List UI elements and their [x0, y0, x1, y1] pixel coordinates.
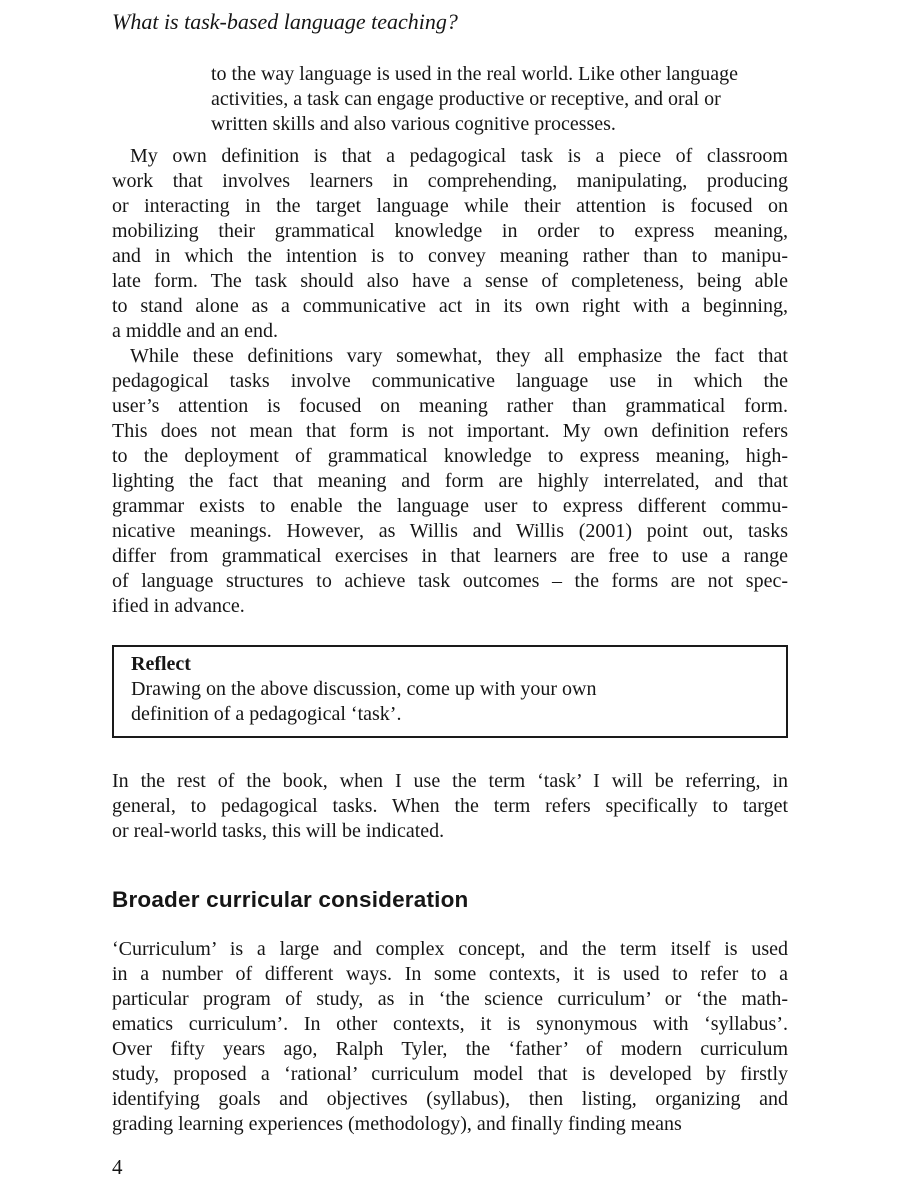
- text-line: study, proposed a ‘rational’ curriculum model that is developed by firstly: [112, 1063, 788, 1085]
- text-line: a middle and an end.: [112, 320, 279, 342]
- text-line: definition of a pedagogical ‘task’.: [131, 703, 402, 725]
- paragraph-definition: [112, 144, 788, 344]
- reflect-body: [131, 677, 770, 727]
- text-line: particular program of study, as in ‘the science curriculum’ or ‘the math-: [112, 988, 788, 1010]
- text-line: to the way language is used in the real world. Like other language: [211, 63, 739, 85]
- text-line: activities, a task can engage productive or receptive, and oral or: [211, 88, 721, 110]
- text-line: identifying goals and objectives (syllabus), then listing, organizing and: [112, 1088, 788, 1110]
- text-line: of language structures to achieve task outcomes – the forms are not spec-: [112, 570, 788, 592]
- reflect-box: [112, 645, 788, 738]
- text-line: Over fifty years ago, Ralph Tyler, the ‘father’ of modern curriculum: [112, 1038, 788, 1060]
- text-line: general, to pedagogical tasks. When the term refers specifically to target: [112, 795, 788, 817]
- text-line: pedagogical tasks involve communicative language use in which the: [112, 370, 788, 392]
- text-line: differ from grammatical exercises in that learners are free to use a range: [112, 545, 788, 567]
- paragraph-definitions-vary: [112, 344, 788, 619]
- text-line: lighting the fact that meaning and form are highly interrelated, and that: [112, 470, 788, 492]
- text-line: grading learning experiences (methodology), and finally finding means: [112, 1113, 682, 1135]
- text-line: to stand alone as a communicative act in its own right with a beginning,: [112, 295, 788, 317]
- text-line: to the deployment of grammatical knowledge to express meaning, high-: [112, 445, 788, 467]
- text-line: user’s attention is focused on meaning rather than grammatical form.: [112, 395, 788, 417]
- block-quote: [211, 62, 787, 137]
- text-line: mobilizing their grammatical knowledge in order to express meaning,: [112, 220, 788, 242]
- text-line: and in which the intention is to convey meaning rather than to manipu-: [112, 245, 788, 267]
- paragraph-rest-of-book: [112, 769, 788, 844]
- text-line: in a number of different ways. In some contexts, it is used to refer to a: [112, 963, 788, 985]
- page-number: 4: [112, 1155, 123, 1179]
- text-line: This does not mean that form is not important. My own definition refers: [112, 420, 788, 442]
- text-line: late form. The task should also have a sense of completeness, being able: [112, 270, 788, 292]
- paragraph-curriculum: [112, 937, 788, 1137]
- running-head: What is task-based language teaching?: [112, 9, 458, 34]
- text-line: grammar exists to enable the language user to express different commu-: [112, 495, 788, 517]
- text-line: In the rest of the book, when I use the term ‘task’ I will be referring, in: [112, 770, 788, 792]
- text-line: or interacting in the target language while their attention is focused on: [112, 195, 788, 217]
- text-line: My own definition is that a pedagogical task is a piece of classroom: [130, 145, 788, 167]
- text-line: written skills and also various cognitive processes.: [211, 113, 616, 135]
- text-line: nicative meanings. However, as Willis and Willis (2001) point out, tasks: [112, 520, 788, 542]
- text-line: While these definitions vary somewhat, they all emphasize the fact that: [130, 345, 788, 367]
- text-line: ‘Curriculum’ is a large and complex concept, and the term itself is used: [112, 938, 788, 960]
- text-line: ematics curriculum’. In other contexts, it is synonymous with ‘syllabus’.: [112, 1013, 788, 1035]
- text-line: Drawing on the above discussion, come up with your own: [131, 678, 597, 700]
- text-line: ified in advance.: [112, 595, 245, 617]
- section-heading: Broader curricular consideration: [112, 887, 469, 912]
- text-line: work that involves learners in comprehending, manipulating, producing: [112, 170, 788, 192]
- text-line: or real-world tasks, this will be indicated.: [112, 820, 445, 842]
- reflect-title: Reflect: [131, 653, 191, 675]
